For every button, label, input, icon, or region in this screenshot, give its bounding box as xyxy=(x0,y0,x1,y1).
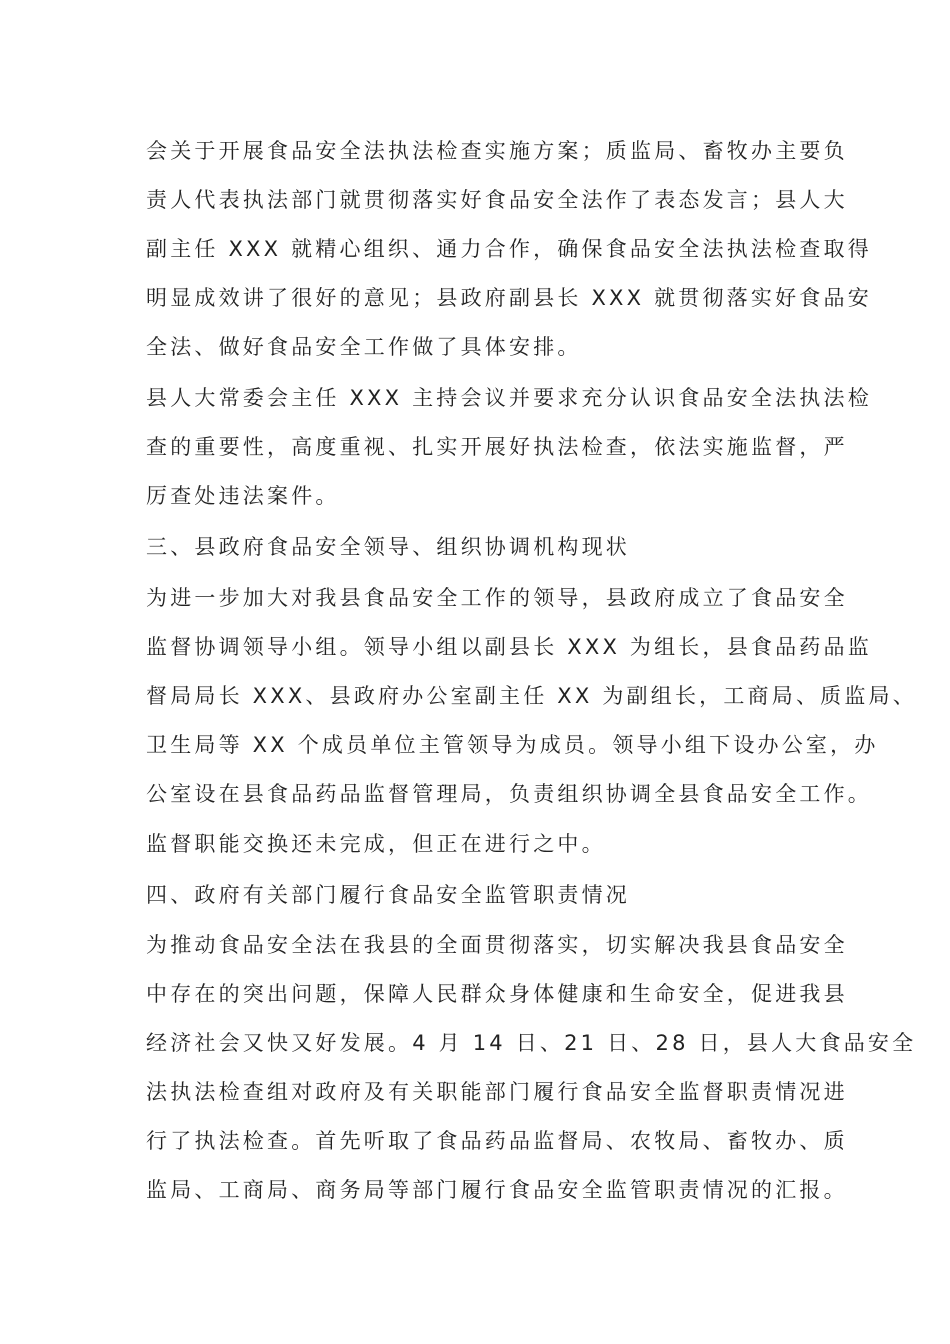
text-line: 县人大常委会主任 XXX 主持会议并要求充分认识食品安全法执法检 xyxy=(146,386,872,410)
text-line: 卫生局等 XX 个成员单位主管领导为成员。领导小组下设办公室，办 xyxy=(146,733,879,757)
text-line: 副主任 XXX 就精心组织、通力合作，确保食品安全法执法检查取得 xyxy=(146,237,872,261)
text-line: 行了执法检查。首先听取了食品药品监督局、农牧局、畜牧办、质 xyxy=(146,1129,848,1153)
text-line: 监局、工商局、商务局等部门履行食品安全监管职责情况的汇报。 xyxy=(146,1178,848,1202)
text-line: 为推动食品安全法在我县的全面贯彻落实，切实解决我县食品安全 xyxy=(146,933,848,957)
text-line: 公室设在县食品药品监督管理局，负责组织协调全县食品安全工作。 xyxy=(146,782,872,806)
section-heading: 四、政府有关部门履行食品安全监管职责情况 xyxy=(146,883,630,907)
text-line: 中存在的突出问题，保障人民群众身体健康和生命安全，促进我县 xyxy=(146,982,848,1006)
text-line: 督局局长 XXX、县政府办公室副主任 XX 为副组长，工商局、质监局、 xyxy=(146,684,917,708)
text-line: 监督职能交换还未完成，但正在进行之中。 xyxy=(146,832,606,856)
text-line: 责人代表执法部门就贯彻落实好食品安全法作了表态发言；县人大 xyxy=(146,188,848,212)
text-line: 查的重要性，高度重视、扎实开展好执法检查，依法实施监督，严 xyxy=(146,435,848,459)
text-line: 会关于开展食品安全法执法检查实施方案；质监局、畜牧办主要负 xyxy=(146,139,848,163)
section-heading: 三、县政府食品安全领导、组织协调机构现状 xyxy=(146,535,630,559)
text-line: 明显成效讲了很好的意见；县政府副县长 XXX 就贯彻落实好食品安 xyxy=(146,286,872,310)
text-line: 全法、做好食品安全工作做了具体安排。 xyxy=(146,335,582,359)
text-line: 厉查处违法案件。 xyxy=(146,484,340,508)
text-line: 监督协调领导小组。领导小组以副县长 XXX 为组长，县食品药品监 xyxy=(146,635,872,659)
text-line: 经济社会又快又好发展。4 月 14 日、21 日、28 日，县人大食品安全 xyxy=(146,1031,917,1055)
text-line: 为进一步加大对我县食品安全工作的领导，县政府成立了食品安全 xyxy=(146,586,848,610)
text-line: 法执法检查组对政府及有关职能部门履行食品安全监督职责情况进 xyxy=(146,1080,848,1104)
